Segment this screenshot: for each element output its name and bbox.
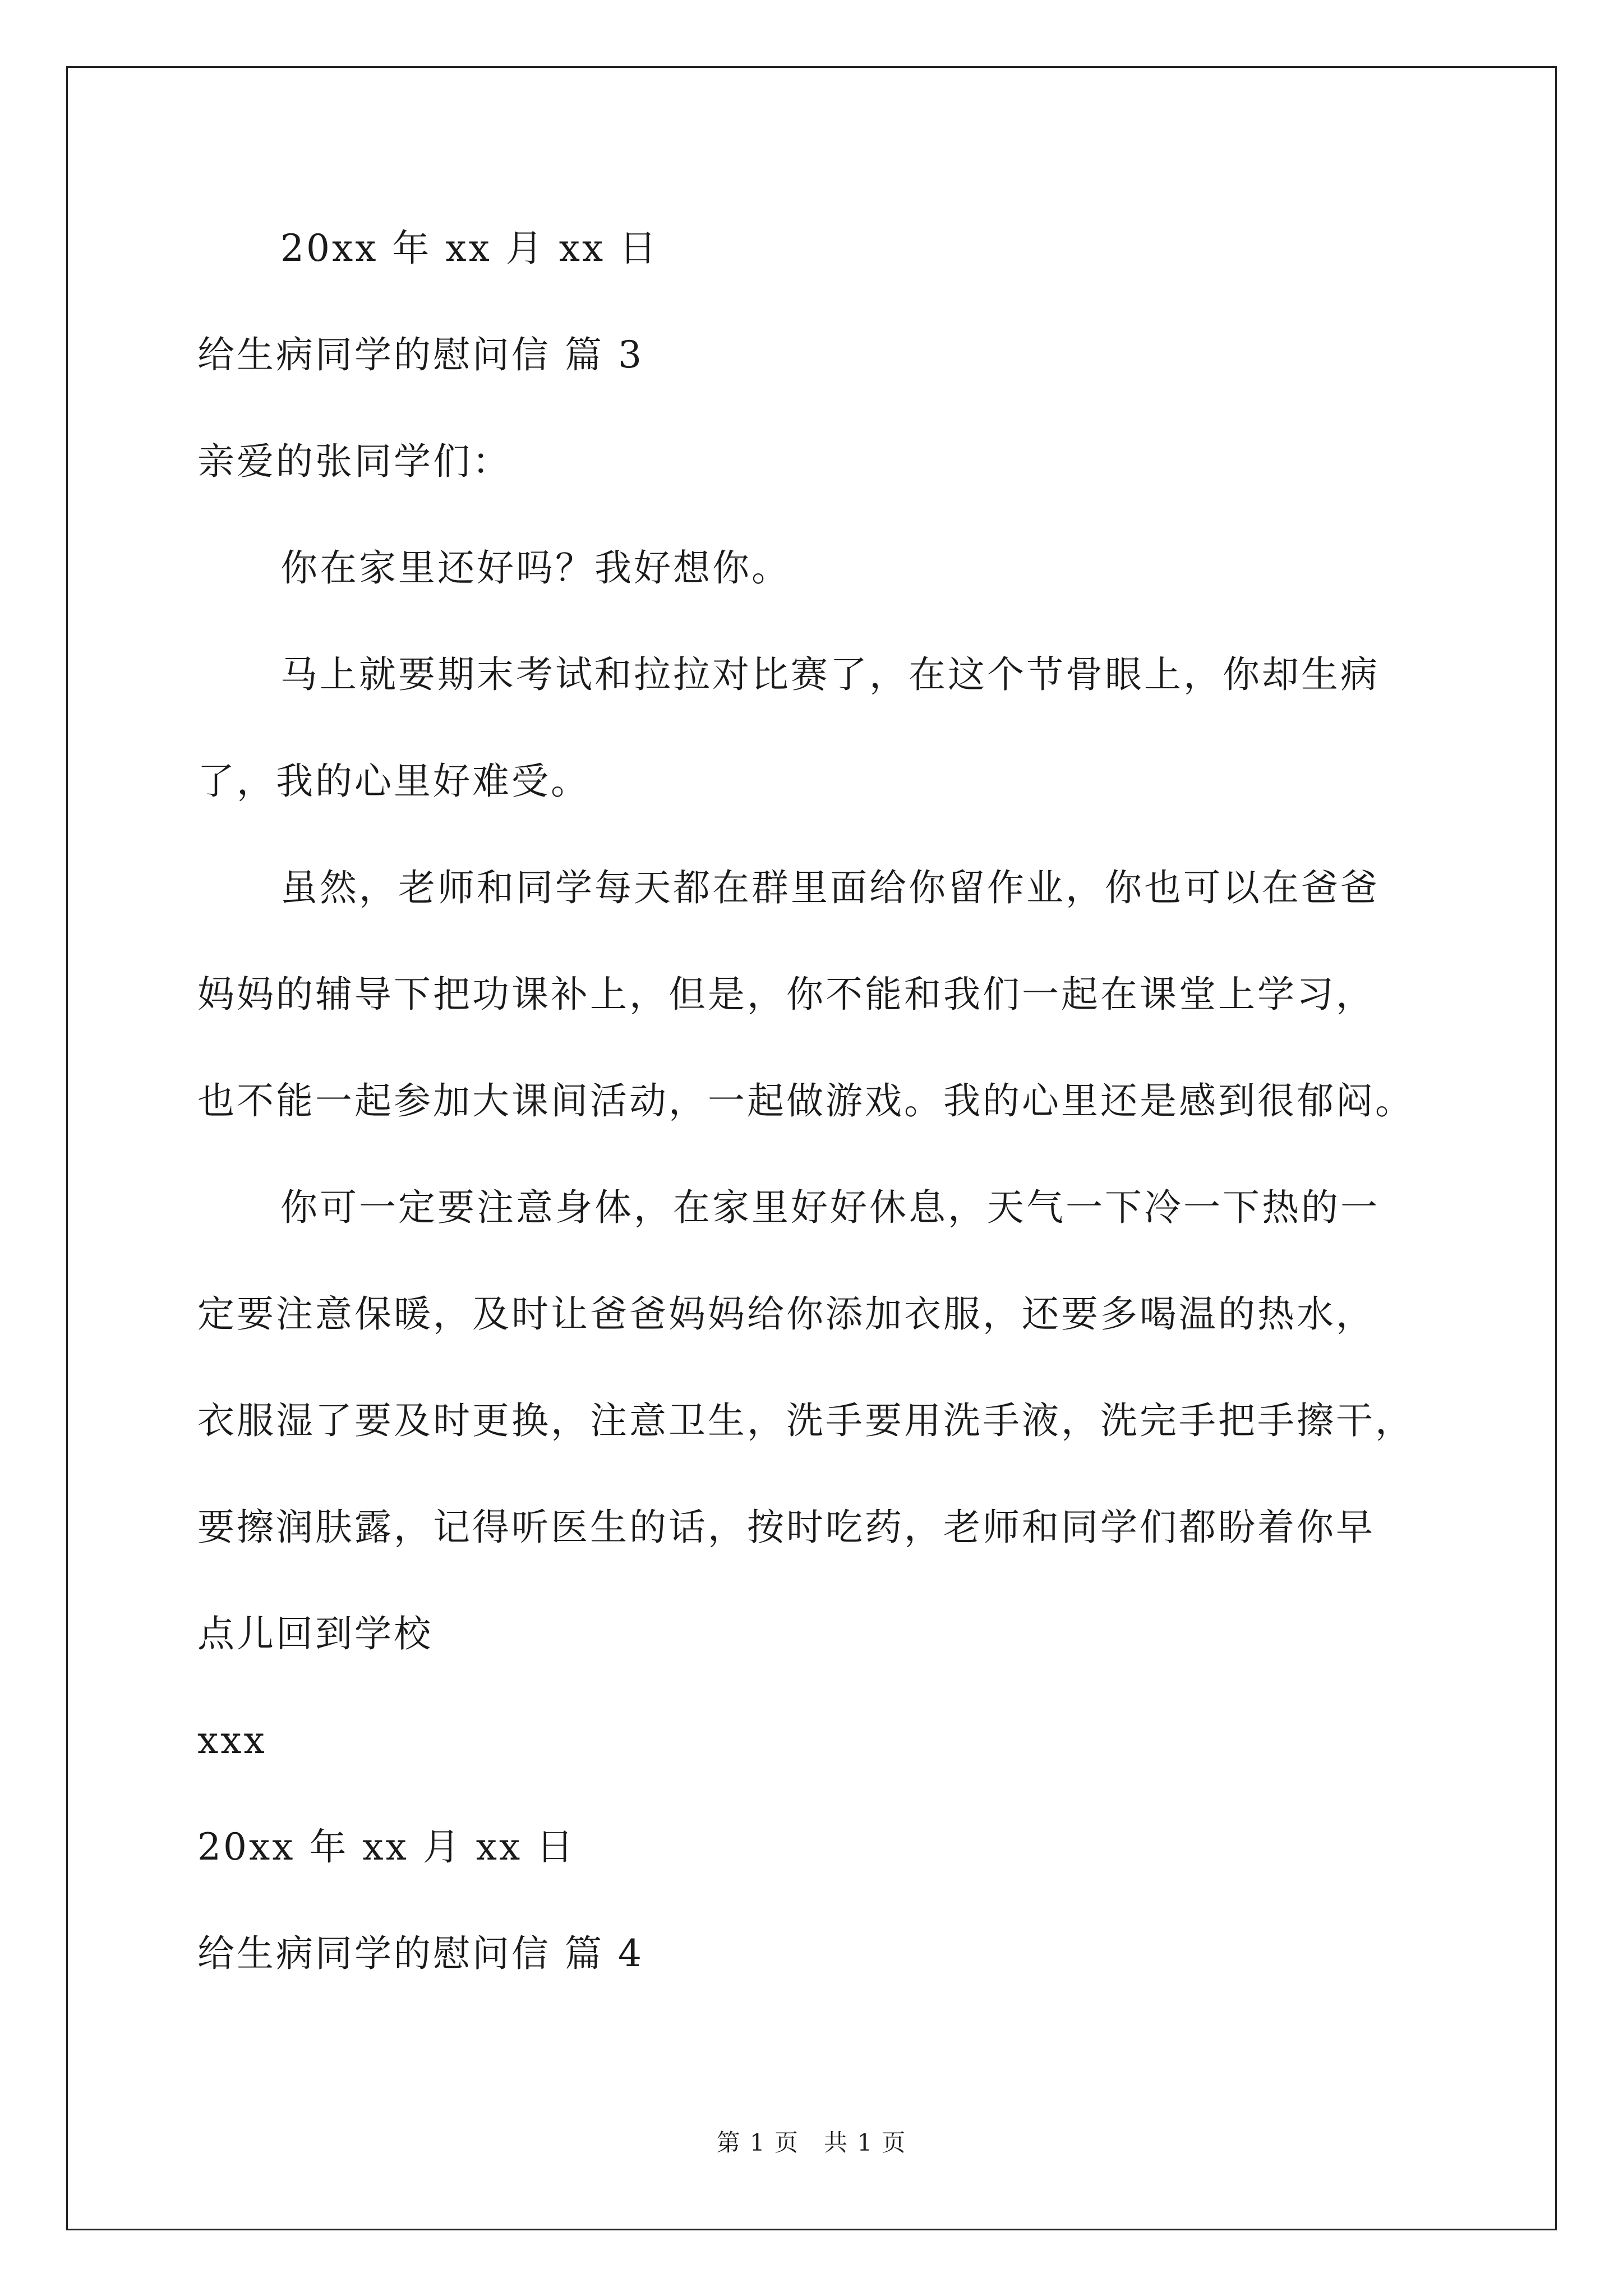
paragraph-line: 你可一定要注意身体，在家里好好休息，天气一下冷一下热的一 — [280, 1186, 1380, 1229]
paragraph-line: 你在家里还好吗？我好想你。 — [280, 546, 791, 590]
signature: xxx — [197, 1719, 267, 1762]
paragraph-line: 衣服湿了要及时更换，注意卫生，洗手要用洗手液，洗完手把手擦干， — [197, 1399, 1414, 1442]
section-title: 给生病同学的慰问信 篇 3 — [197, 333, 644, 376]
paragraph-line: 了，我的心里好难受。 — [197, 760, 590, 803]
paragraph-line: 要擦润肤露，记得听医生的话，按时吃药，老师和同学们都盼着你早 — [197, 1506, 1375, 1549]
paragraph-line: 也不能一起参加大课间活动，一起做游戏。我的心里还是感到很郁闷。 — [197, 1079, 1414, 1122]
paragraph-line: 虽然，老师和同学每天都在群里面给你留作业，你也可以在爸爸 — [280, 866, 1380, 909]
page-footer: 第 1 页 共 1 页 — [716, 2129, 907, 2156]
date-line: 20xx 年 xx 月 xx 日 — [197, 1825, 576, 1869]
date-line: 20xx 年 xx 月 xx 日 — [280, 227, 659, 270]
page-border — [66, 66, 1557, 2230]
salutation: 亲爱的张同学们： — [197, 440, 511, 483]
paragraph-line: 妈妈的辅导下把功课补上，但是，你不能和我们一起在课堂上学习， — [197, 973, 1375, 1016]
paragraph-line: 定要注意保暖，及时让爸爸妈妈给你添加衣服，还要多喝温的热水， — [197, 1292, 1375, 1336]
paragraph-line: 点儿回到学校 — [197, 1612, 433, 1655]
paragraph-line: 马上就要期末考试和拉拉对比赛了，在这个节骨眼上，你却生病 — [280, 653, 1380, 696]
section-title: 给生病同学的慰问信 篇 4 — [197, 1932, 644, 1975]
